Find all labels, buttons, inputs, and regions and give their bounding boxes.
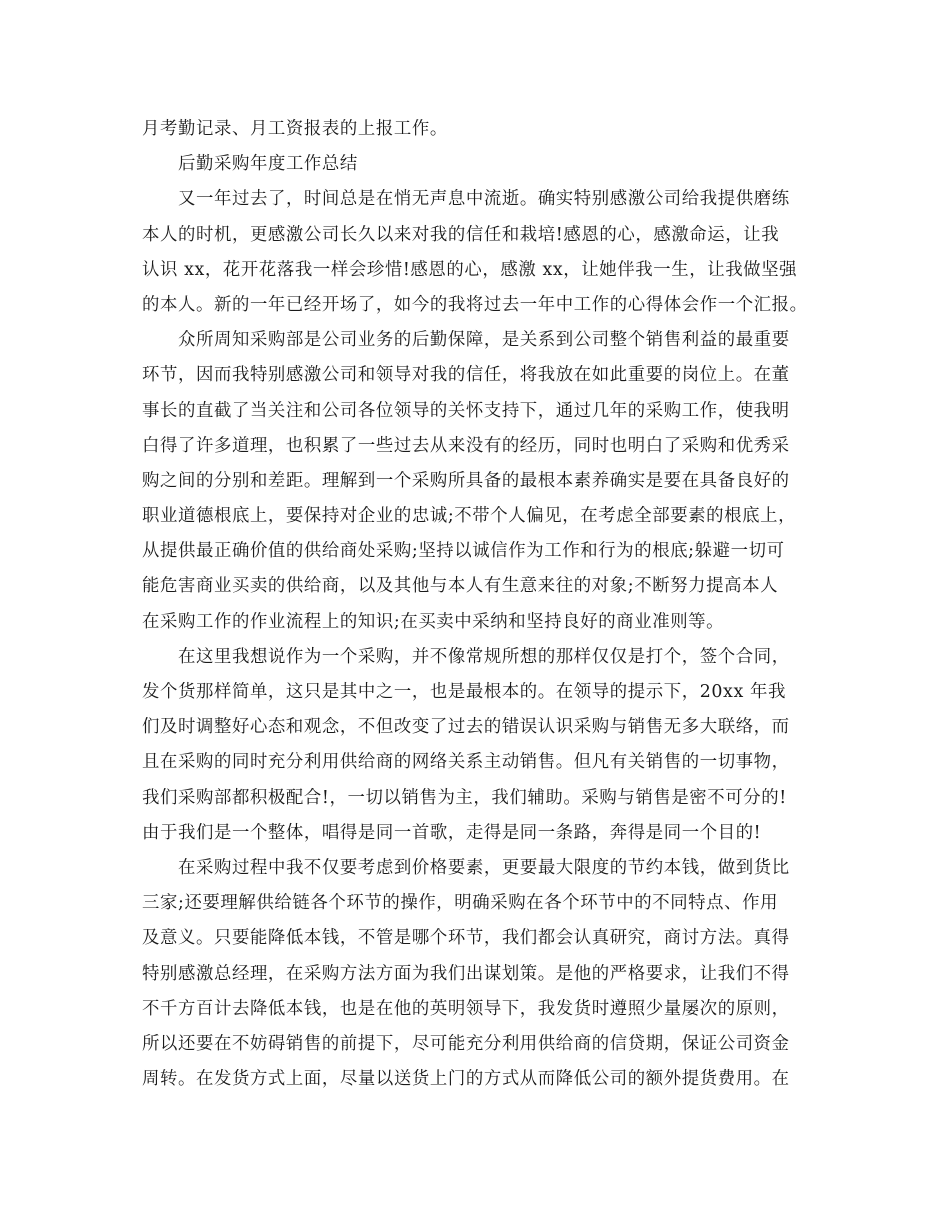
body-text-line: 在采购工作的作业流程上的知识;在买卖中采纳和坚持良好的商业准则等。 [142, 611, 725, 632]
body-text-line: 众所周知采购部是公司业务的后勤保障，是关系到公司整个销售利益的最重要 [178, 330, 790, 351]
body-text-line: 及意义。只要能降低本钱，不管是哪个环节，我们都会认真研究，商讨方法。真得 [142, 928, 790, 949]
document-body [142, 112, 818, 1097]
section-heading: 后勤采购年度工作总结 [178, 154, 358, 175]
body-text-line: 职业道德根底上，要保持对企业的忠诚;不带个人偏见，在考虑全部要素的根底上， [142, 506, 797, 527]
body-text-line: 认识 xx，花开花落我一样会珍惜!感恩的心，感激 xx，让她伴我一生，让我做坚强 [142, 259, 798, 280]
body-text-line: 能危害商业买卖的供给商，以及其他与本人有生意来往的对象;不断努力提高本人 [142, 576, 779, 597]
body-text-line: 周转。在发货方式上面，尽量以送货上门的方式从而降低公司的额外提货费用。在 [142, 1069, 790, 1090]
body-text-line: 发个货那样简单，这只是其中之一，也是最根本的。在领导的提示下，20xx 年我 [142, 682, 786, 702]
body-text-line: 在采购过程中我不仅要考虑到价格要素，更要最大限度的节约本钱，做到货比 [178, 857, 790, 878]
body-text-line: 的本人。新的一年已经开场了，如今的我将过去一年中工作的心得体会作一个汇报。 [142, 294, 808, 315]
body-text-line: 我们采购部都积极配合!，一切以销售为主，我们辅助。采购与销售是密不可分的! [142, 787, 787, 808]
body-text-line: 在这里我想说作为一个采购，并不像常规所想的那样仅仅是打个，签个合同， [178, 646, 790, 667]
body-text-line: 三家;还要理解供给链各个环节的操作，明确采购在各个环节中的不同特点、作用 [142, 893, 779, 914]
body-text-line: 不千方百计去降低本钱，也是在他的英明领导下，我发货时遵照少量屡次的原则， [142, 998, 790, 1019]
body-text-line: 环节，因而我特别感激公司和领导对我的信任，将我放在如此重要的岗位上。在董 [142, 365, 790, 386]
body-text-line: 且在采购的同时充分利用供给商的网络关系主动销售。但凡有关销售的一切事物， [142, 752, 790, 773]
body-text-line: 购之间的分别和差距。理解到一个采购所具备的最根本素养确实是要在具备良好的 [142, 470, 790, 491]
body-text-line: 特别感激总经理，在采购方法方面为我们出谋划策。是他的严格要求，让我们不得 [142, 963, 790, 984]
body-text-line: 事长的直截了当关注和公司各位领导的关怀支持下，通过几年的采购工作，使我明 [142, 400, 790, 421]
body-text-line: 们及时调整好心态和观念，不但改变了过去的错误认识采购与销售无多大联络，而 [142, 717, 790, 738]
body-text-line: 本人的时机，更感激公司长久以来对我的信任和栽培!感恩的心，感激命运，让我 [142, 224, 780, 245]
body-text-line: 又一年过去了，时间总是在悄无声息中流逝。确实特别感激公司给我提供磨练 [178, 189, 790, 210]
body-text-line: 所以还要在不妨碍销售的前提下，尽可能充分利用供给商的信贷期，保证公司资金 [142, 1033, 790, 1054]
body-text-line: 由于我们是一个整体，唱得是同一首歌，走得是同一条路，奔得是同一个目的! [142, 822, 762, 843]
body-text-line: 从提供最正确价值的供给商处采购;坚持以诚信作为工作和行为的根底;躲避一切可 [142, 541, 785, 562]
body-text-line: 月考勤记录、月工资报表的上报工作。 [142, 119, 448, 139]
body-text-line: 白得了许多道理，也积累了一些过去从来没有的经历，同时也明白了采购和优秀采 [142, 435, 790, 456]
